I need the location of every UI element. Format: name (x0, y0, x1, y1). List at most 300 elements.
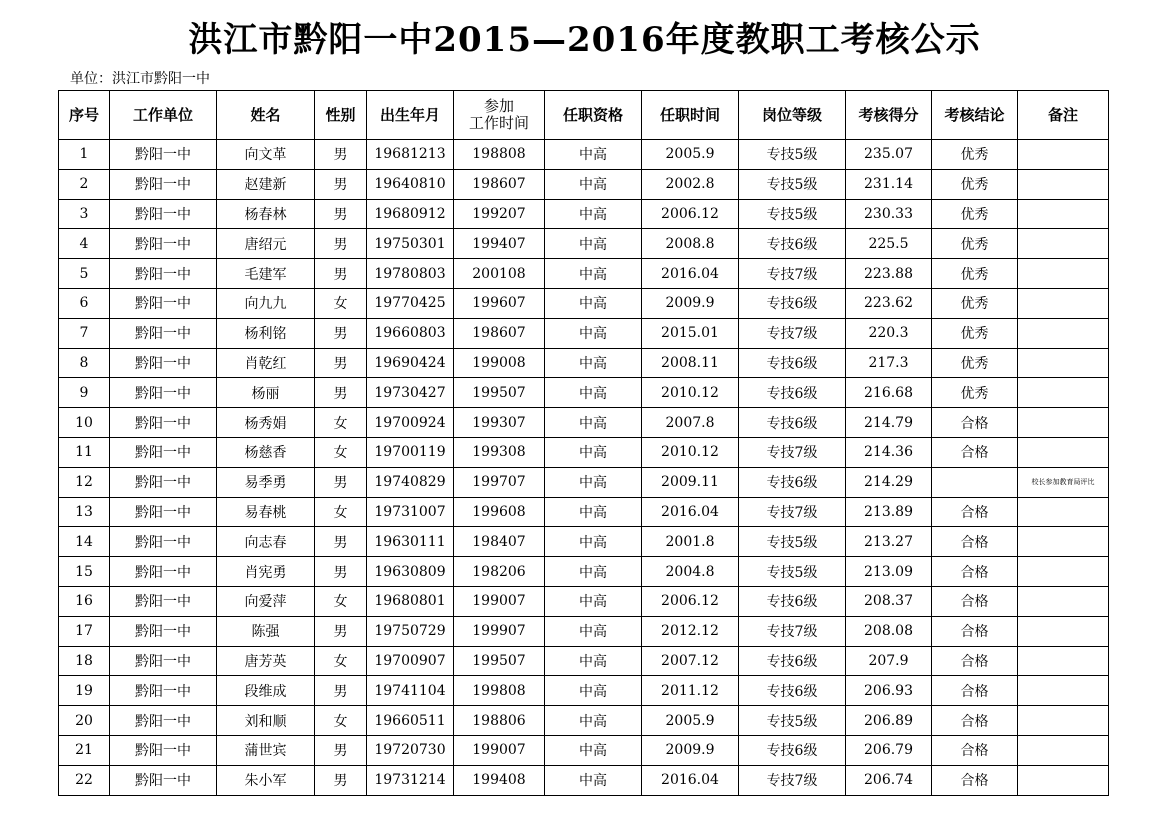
table-row (59, 467, 1109, 497)
cell-score: 206.74 (846, 765, 932, 795)
cell-conclusion: 合格 (932, 676, 1018, 706)
cell-name: 肖乾红 (217, 348, 315, 378)
cell-seq: 8 (59, 348, 110, 378)
table-row (59, 199, 1109, 229)
cell-work-start: 198808 (454, 140, 545, 170)
cell-seq: 7 (59, 318, 110, 348)
table-row (59, 378, 1109, 408)
cell-gender: 男 (315, 318, 367, 348)
cell-name: 蒲世宾 (217, 735, 315, 765)
table-row (59, 735, 1109, 765)
cell-remark (1018, 497, 1109, 527)
cell-grade: 专技6级 (739, 229, 846, 259)
cell-conclusion: 优秀 (932, 169, 1018, 199)
cell-seq: 15 (59, 557, 110, 587)
cell-qualification: 中高 (545, 706, 642, 736)
cell-score: 214.36 (846, 437, 932, 467)
cell-appoint-time: 2007.12 (642, 646, 739, 676)
table-row (59, 527, 1109, 557)
cell-grade: 专技7级 (739, 497, 846, 527)
cell-appoint-time: 2005.9 (642, 706, 739, 736)
cell-birth: 19740829 (367, 467, 454, 497)
cell-remark (1018, 735, 1109, 765)
cell-appoint-time: 2009.9 (642, 288, 739, 318)
cell-qualification: 中高 (545, 140, 642, 170)
cell-unit: 黔阳一中 (110, 437, 217, 467)
cell-seq: 9 (59, 378, 110, 408)
header-work-start-line1: 参加 (483, 97, 514, 115)
cell-name: 向九九 (217, 288, 315, 318)
cell-qualification: 中高 (545, 497, 642, 527)
cell-conclusion: 合格 (932, 557, 1018, 587)
cell-score: 207.9 (846, 646, 932, 676)
cell-name: 唐芳英 (217, 646, 315, 676)
cell-work-start: 199707 (454, 467, 545, 497)
cell-qualification: 中高 (545, 765, 642, 795)
cell-remark (1018, 765, 1109, 795)
cell-grade: 专技7级 (739, 616, 846, 646)
cell-score: 216.68 (846, 378, 932, 408)
table-row (59, 259, 1109, 289)
cell-score: 220.3 (846, 318, 932, 348)
cell-qualification: 中高 (545, 527, 642, 557)
header-conclusion: 考核结论 (932, 91, 1018, 140)
table-row (59, 586, 1109, 616)
header-work-start-line2: 工作时间 (468, 114, 529, 132)
table-body (59, 140, 1109, 796)
cell-remark (1018, 706, 1109, 736)
cell-seq: 21 (59, 735, 110, 765)
cell-qualification: 中高 (545, 169, 642, 199)
cell-appoint-time: 2002.8 (642, 169, 739, 199)
cell-unit: 黔阳一中 (110, 140, 217, 170)
cell-unit: 黔阳一中 (110, 765, 217, 795)
cell-unit: 黔阳一中 (110, 467, 217, 497)
cell-gender: 女 (315, 586, 367, 616)
cell-qualification: 中高 (545, 318, 642, 348)
cell-conclusion: 优秀 (932, 140, 1018, 170)
cell-unit: 黔阳一中 (110, 288, 217, 318)
cell-qualification: 中高 (545, 378, 642, 408)
cell-remark (1018, 408, 1109, 438)
cell-appoint-time: 2010.12 (642, 378, 739, 408)
cell-remark (1018, 557, 1109, 587)
cell-qualification: 中高 (545, 646, 642, 676)
cell-name: 杨利铭 (217, 318, 315, 348)
cell-gender: 男 (315, 140, 367, 170)
cell-work-start: 198206 (454, 557, 545, 587)
header-seq: 序号 (59, 91, 110, 140)
table-row (59, 408, 1109, 438)
cell-work-start: 199507 (454, 378, 545, 408)
table-row (59, 229, 1109, 259)
cell-remark (1018, 140, 1109, 170)
cell-unit: 黔阳一中 (110, 646, 217, 676)
cell-unit: 黔阳一中 (110, 676, 217, 706)
cell-conclusion: 合格 (932, 527, 1018, 557)
cell-name: 易季勇 (217, 467, 315, 497)
cell-unit: 黔阳一中 (110, 229, 217, 259)
cell-name: 杨秀娟 (217, 408, 315, 438)
table-row (59, 557, 1109, 587)
cell-unit: 黔阳一中 (110, 616, 217, 646)
cell-birth: 19680801 (367, 586, 454, 616)
table-row (59, 706, 1109, 736)
cell-seq: 11 (59, 437, 110, 467)
cell-birth: 19731214 (367, 765, 454, 795)
cell-grade: 专技5级 (739, 199, 846, 229)
cell-score: 230.33 (846, 199, 932, 229)
cell-grade: 专技6级 (739, 467, 846, 497)
cell-name: 肖宪勇 (217, 557, 315, 587)
cell-conclusion: 合格 (932, 437, 1018, 467)
cell-remark (1018, 646, 1109, 676)
cell-conclusion: 合格 (932, 765, 1018, 795)
cell-conclusion: 合格 (932, 646, 1018, 676)
cell-qualification: 中高 (545, 557, 642, 587)
cell-score: 206.89 (846, 706, 932, 736)
table-row (59, 169, 1109, 199)
cell-name: 刘和顺 (217, 706, 315, 736)
cell-grade: 专技6级 (739, 408, 846, 438)
cell-conclusion: 优秀 (932, 378, 1018, 408)
cell-appoint-time: 2016.04 (642, 497, 739, 527)
cell-appoint-time: 2005.9 (642, 140, 739, 170)
cell-appoint-time: 2015.01 (642, 318, 739, 348)
cell-appoint-time: 2016.04 (642, 765, 739, 795)
cell-score: 217.3 (846, 348, 932, 378)
cell-seq: 16 (59, 586, 110, 616)
cell-birth: 19700907 (367, 646, 454, 676)
cell-gender: 女 (315, 408, 367, 438)
cell-unit: 黔阳一中 (110, 497, 217, 527)
cell-work-start: 199907 (454, 616, 545, 646)
cell-work-start: 199408 (454, 765, 545, 795)
cell-birth: 19640810 (367, 169, 454, 199)
cell-qualification: 中高 (545, 676, 642, 706)
cell-gender: 女 (315, 706, 367, 736)
cell-birth: 19681213 (367, 140, 454, 170)
cell-work-start: 199007 (454, 586, 545, 616)
cell-gender: 男 (315, 467, 367, 497)
cell-seq: 22 (59, 765, 110, 795)
cell-birth: 19770425 (367, 288, 454, 318)
cell-gender: 男 (315, 765, 367, 795)
cell-remark (1018, 348, 1109, 378)
cell-remark (1018, 199, 1109, 229)
cell-name: 唐绍元 (217, 229, 315, 259)
cell-grade: 专技5级 (739, 527, 846, 557)
cell-remark (1018, 229, 1109, 259)
cell-unit: 黔阳一中 (110, 527, 217, 557)
cell-unit: 黔阳一中 (110, 169, 217, 199)
cell-remark (1018, 288, 1109, 318)
cell-birth: 19680912 (367, 199, 454, 229)
cell-gender: 男 (315, 199, 367, 229)
cell-seq: 6 (59, 288, 110, 318)
cell-score: 213.27 (846, 527, 932, 557)
cell-score: 214.29 (846, 467, 932, 497)
cell-appoint-time: 2001.8 (642, 527, 739, 557)
cell-birth: 19730427 (367, 378, 454, 408)
cell-score: 206.93 (846, 676, 932, 706)
cell-unit: 黔阳一中 (110, 259, 217, 289)
cell-work-start: 199308 (454, 437, 545, 467)
cell-seq: 1 (59, 140, 110, 170)
cell-work-start: 198407 (454, 527, 545, 557)
cell-unit: 黔阳一中 (110, 586, 217, 616)
header-remark: 备注 (1018, 91, 1109, 140)
cell-conclusion: 优秀 (932, 259, 1018, 289)
unit-line: 单位：洪江市黔阳一中 (70, 71, 210, 87)
cell-seq: 14 (59, 527, 110, 557)
cell-qualification: 中高 (545, 259, 642, 289)
cell-seq: 13 (59, 497, 110, 527)
cell-name: 向志春 (217, 527, 315, 557)
cell-qualification: 中高 (545, 616, 642, 646)
cell-gender: 男 (315, 616, 367, 646)
cell-score: 206.79 (846, 735, 932, 765)
table-row (59, 437, 1109, 467)
cell-appoint-time: 2008.11 (642, 348, 739, 378)
cell-appoint-time: 2009.11 (642, 467, 739, 497)
cell-remark (1018, 676, 1109, 706)
header-gender: 性别 (315, 91, 367, 140)
cell-work-start: 199307 (454, 408, 545, 438)
cell-qualification: 中高 (545, 735, 642, 765)
cell-seq: 19 (59, 676, 110, 706)
cell-qualification: 中高 (545, 288, 642, 318)
cell-conclusion: 优秀 (932, 348, 1018, 378)
cell-grade: 专技6级 (739, 676, 846, 706)
cell-appoint-time: 2016.04 (642, 259, 739, 289)
cell-gender: 女 (315, 437, 367, 467)
cell-conclusion: 合格 (932, 616, 1018, 646)
cell-score: 223.88 (846, 259, 932, 289)
table-header-row (59, 91, 1109, 140)
cell-grade: 专技7级 (739, 259, 846, 289)
cell-name: 向文革 (217, 140, 315, 170)
cell-remark (1018, 586, 1109, 616)
cell-work-start: 199207 (454, 199, 545, 229)
cell-remark (1018, 318, 1109, 348)
cell-conclusion: 优秀 (932, 229, 1018, 259)
cell-grade: 专技7级 (739, 765, 846, 795)
cell-birth: 19700924 (367, 408, 454, 438)
cell-unit: 黔阳一中 (110, 735, 217, 765)
cell-appoint-time: 2012.12 (642, 616, 739, 646)
cell-work-start: 199007 (454, 735, 545, 765)
header-name: 姓名 (217, 91, 315, 140)
cell-gender: 男 (315, 229, 367, 259)
cell-conclusion: 合格 (932, 497, 1018, 527)
cell-appoint-time: 2009.9 (642, 735, 739, 765)
cell-appoint-time: 2006.12 (642, 199, 739, 229)
cell-gender: 男 (315, 557, 367, 587)
cell-grade: 专技6级 (739, 735, 846, 765)
table-row (59, 140, 1109, 170)
cell-name: 杨慈香 (217, 437, 315, 467)
cell-gender: 男 (315, 527, 367, 557)
cell-birth: 19630111 (367, 527, 454, 557)
cell-conclusion: 合格 (932, 706, 1018, 736)
cell-appoint-time: 2006.12 (642, 586, 739, 616)
cell-name: 毛建军 (217, 259, 315, 289)
cell-work-start: 199008 (454, 348, 545, 378)
cell-appoint-time: 2008.8 (642, 229, 739, 259)
cell-qualification: 中高 (545, 229, 642, 259)
cell-seq: 2 (59, 169, 110, 199)
page-title: 洪江市黔阳一中2015—2016年度教职工考核公示 (188, 20, 981, 60)
cell-gender: 男 (315, 348, 367, 378)
cell-work-start: 200108 (454, 259, 545, 289)
header-score: 考核得分 (846, 91, 932, 140)
cell-birth: 19630809 (367, 557, 454, 587)
table-row (59, 765, 1109, 795)
cell-unit: 黔阳一中 (110, 557, 217, 587)
table-row (59, 616, 1109, 646)
cell-name: 杨春林 (217, 199, 315, 229)
cell-name: 易春桃 (217, 497, 315, 527)
cell-remark (1018, 378, 1109, 408)
cell-name: 向爱萍 (217, 586, 315, 616)
cell-seq: 4 (59, 229, 110, 259)
cell-score: 223.62 (846, 288, 932, 318)
cell-gender: 男 (315, 676, 367, 706)
header-grade: 岗位等级 (739, 91, 846, 140)
cell-gender: 男 (315, 169, 367, 199)
cell-seq: 17 (59, 616, 110, 646)
cell-work-start: 198607 (454, 318, 545, 348)
table-row (59, 348, 1109, 378)
cell-name: 杨丽 (217, 378, 315, 408)
cell-work-start: 198806 (454, 706, 545, 736)
cell-conclusion: 合格 (932, 735, 1018, 765)
cell-birth: 19750729 (367, 616, 454, 646)
cell-birth: 19660803 (367, 318, 454, 348)
cell-conclusion: 合格 (932, 586, 1018, 616)
header-birth: 出生年月 (367, 91, 454, 140)
cell-grade: 专技6级 (739, 378, 846, 408)
cell-birth: 19690424 (367, 348, 454, 378)
assessment-table (58, 90, 1109, 796)
header-appoint-time: 任职时间 (642, 91, 739, 140)
cell-qualification: 中高 (545, 199, 642, 229)
cell-remark (1018, 616, 1109, 646)
cell-score: 208.37 (846, 586, 932, 616)
cell-birth: 19750301 (367, 229, 454, 259)
cell-grade: 专技6级 (739, 586, 846, 616)
cell-seq: 20 (59, 706, 110, 736)
table-row (59, 318, 1109, 348)
cell-conclusion: 合格 (932, 408, 1018, 438)
cell-conclusion: 优秀 (932, 318, 1018, 348)
cell-seq: 10 (59, 408, 110, 438)
header-qualification: 任职资格 (545, 91, 642, 140)
cell-remark (1018, 259, 1109, 289)
cell-appoint-time: 2004.8 (642, 557, 739, 587)
table-row (59, 288, 1109, 318)
cell-seq: 5 (59, 259, 110, 289)
cell-conclusion (932, 467, 1018, 497)
cell-unit: 黔阳一中 (110, 199, 217, 229)
cell-gender: 女 (315, 646, 367, 676)
cell-gender: 男 (315, 378, 367, 408)
table-row (59, 676, 1109, 706)
cell-appoint-time: 2007.8 (642, 408, 739, 438)
cell-grade: 专技6级 (739, 288, 846, 318)
cell-unit: 黔阳一中 (110, 318, 217, 348)
cell-birth: 19780803 (367, 259, 454, 289)
cell-qualification: 中高 (545, 586, 642, 616)
cell-unit: 黔阳一中 (110, 706, 217, 736)
cell-score: 214.79 (846, 408, 932, 438)
cell-birth: 19720730 (367, 735, 454, 765)
cell-name: 朱小军 (217, 765, 315, 795)
cell-birth: 19660511 (367, 706, 454, 736)
cell-grade: 专技5级 (739, 706, 846, 736)
cell-seq: 3 (59, 199, 110, 229)
cell-work-start: 199808 (454, 676, 545, 706)
cell-score: 231.14 (846, 169, 932, 199)
cell-qualification: 中高 (545, 348, 642, 378)
cell-work-start: 199507 (454, 646, 545, 676)
cell-unit: 黔阳一中 (110, 378, 217, 408)
cell-gender: 女 (315, 497, 367, 527)
cell-grade: 专技5级 (739, 557, 846, 587)
cell-grade: 专技5级 (739, 140, 846, 170)
cell-score: 225.5 (846, 229, 932, 259)
cell-conclusion: 优秀 (932, 288, 1018, 318)
cell-name: 陈强 (217, 616, 315, 646)
cell-name: 段维成 (217, 676, 315, 706)
cell-qualification: 中高 (545, 467, 642, 497)
cell-seq: 12 (59, 467, 110, 497)
cell-score: 208.08 (846, 616, 932, 646)
cell-grade: 专技6级 (739, 348, 846, 378)
cell-birth: 19741104 (367, 676, 454, 706)
table-row (59, 646, 1109, 676)
cell-unit: 黔阳一中 (110, 348, 217, 378)
cell-appoint-time: 2010.12 (642, 437, 739, 467)
cell-score: 213.89 (846, 497, 932, 527)
cell-appoint-time: 2011.12 (642, 676, 739, 706)
cell-work-start: 199608 (454, 497, 545, 527)
cell-conclusion: 优秀 (932, 199, 1018, 229)
cell-work-start: 199407 (454, 229, 545, 259)
cell-work-start: 199607 (454, 288, 545, 318)
cell-remark (1018, 437, 1109, 467)
cell-qualification: 中高 (545, 437, 642, 467)
cell-qualification: 中高 (545, 408, 642, 438)
cell-name: 赵建新 (217, 169, 315, 199)
cell-remark (1018, 527, 1109, 557)
cell-grade: 专技5级 (739, 169, 846, 199)
cell-score: 213.09 (846, 557, 932, 587)
cell-work-start: 198607 (454, 169, 545, 199)
cell-grade: 专技7级 (739, 437, 846, 467)
cell-score: 235.07 (846, 140, 932, 170)
cell-birth: 19731007 (367, 497, 454, 527)
cell-unit: 黔阳一中 (110, 408, 217, 438)
cell-remark (1018, 169, 1109, 199)
cell-remark: 校长参加教育局评比 (1018, 467, 1109, 497)
cell-seq: 18 (59, 646, 110, 676)
cell-gender: 男 (315, 259, 367, 289)
cell-birth: 19700119 (367, 437, 454, 467)
header-unit: 工作单位 (110, 91, 217, 140)
table-row (59, 497, 1109, 527)
